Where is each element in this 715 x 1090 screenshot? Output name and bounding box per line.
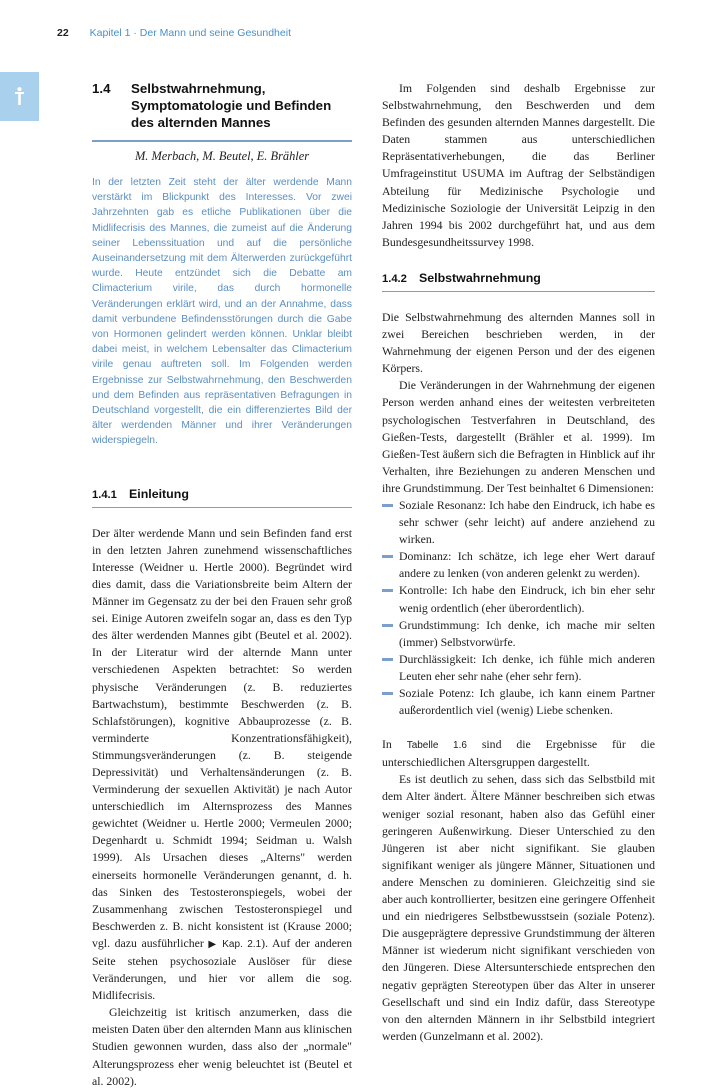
body-paragraph: Gleichzeitig ist kritisch anzumerken, dass die meisten Daten über den alternden Mann aus klinischen Studien gewonnen wurden, dass also der „normale" Alterungsprozess eher wenig beleuchtet ist (Beutel et al. 2002). [92,1005,352,1088]
person-icon [14,87,25,106]
body-paragraph: Im Folgenden sind deshalb Ergebnisse zur Selbstwahrnehmung, den Beschwerden und dem Befinden des gesunden alternden Mannes dargestellt. Die Daten stammen aus unterschiedlichen Repräsentativerhebungen, die das Berliner Umfrageinstitut USUMA im Auftrag der Selbständigen Abteilung für Medizinische Psychologie und Medizinische Soziologie der Universität Leipzig in den Jahren 1994 bis 2002 durchgeführt hat, und aus dem Bundesgesundheitssurvey 1998. [382,81,655,249]
running-header [57,27,291,39]
list-item: Dominanz: Ich schätze, ich lege eher Wert darauf andere zu lenken (von anderen gelenkt zu werden). [382,548,655,582]
page-number: 22 [57,27,69,39]
right-column [382,80,655,1045]
subsection-heading-selbstwahrnehmung [382,271,655,285]
list-item: Kontrolle: Ich habe den Eindruck, ich bin eher sehr wenig ordentlich (eher überordentlich). [382,582,655,616]
section-heading [92,80,352,131]
authors: M. Merbach, M. Beutel, E. Brähler [134,149,310,163]
subsection-number: 1.4.1 [92,488,117,501]
body-paragraph: Die Veränderungen in der Wahrnehmung der eigenen Person werden anhand eines der weitesten verbreiteten psychologischen Testverfahren in Deutschland, des Gießen-Tests, dargestellt (Brähler et al. 1999). Im Gießen-Test äußern sich die Befragten in Hinblick auf ihr Verhalten, ihre Beziehungen zu anderen Menschen und ihre Grundstimmung. Der Test beinhaltet 6 Dimensionen: [382,378,655,495]
list-item: Durchlässigkeit: Ich denke, ich fühle mich anderen Leuten eher sehr nahe (eher sehr fern). [382,651,655,685]
body-paragraph: Der älter werdende Mann und sein Befinden fand erst in den letzten Jahren zunehmend wissenschaftliches Interesse (Weidner u. Hertle 2000). Begründet wird dies damit, dass die Variationsbreite beim Altern der Männer im Gegensatz zu der bei den Frauen sehr groß sei. Einige Autoren zweifeln sogar an, dass es den Typ des älter werdenden Mannes gibt (Beutel et al. 2002). In der Literatur wird der alternde Mann unter verschiedenen Aspekten betrachtet: So werden physische Veränderungen (z. B. reduziertes Bartwachstum), bestimmte Beschwerden (z. B. Schlafstörungen), kognitive Abbauprozesse (z. B. verminderte Konzentrationsfähigkeit), Stimmungsveränderungen (z. B. steigende Depressivität) und Verhaltensänderungen (z. B. Verminderung der sexuellen Aktivität) je nach Autor unterschiedlich im Alternsprozess des Mannes gewichtet (Weidner u. Hertle 2000; Vermeulen 2000; Degenhardt u. Schmidt 1994; Seidman u. Walsh 1999). Als Ursachen dieses „Alterns" werden einerseits hormonelle Veränderungen genannt, d. h. das Sinken des Testosteronspiegels, wobei der Zusammenhang zwischen Testosteronspiegel und Beschwerden z. B. nicht konsistent ist (Krause 2000; vgl. dazu ausführlicher ▶ Kap. 2.1). Auf der anderen Seite stehen psychosoziale Auslöser für diese Veränderungen, und hier vor allem die sog. Midlifecrisis. [92,525,352,1003]
cross-reference-link[interactable]: ▶ Kap. 2.1 [208,938,262,950]
dimension-list [382,497,655,719]
section-title: Selbstwahrnehmung, Symptomatologie und Befinden des alternden Mannes [131,81,332,130]
chapter-title: Kapitel 1 · Der Mann und seine Gesundheit [89,27,291,39]
subsection-title: Selbstwahrnehmung [419,270,541,285]
list-item: Grundstimmung: Ich denke, ich mache mir selten (immer) Selbstvorwürfe. [382,617,655,651]
body-paragraph: In Tabelle 1.6 sind die Ergebnisse für die unterschiedlichen Altersgruppen dargestellt. [382,737,656,770]
abstract: In der letzten Zeit steht der älter werdende Mann verstärkt im Blickpunkt des Interesses. Vor zwei Jahrzehnten gab es etliche Publikationen über die Midlifecrisis des Mannes, die zumeist auf die Änderung seiner Lebenssituation und auf die persönliche Auseinandersetzung mit dem Älterwerden zurückgeführt wurde. Heute entzündet sich die Debatte am Climacterium virile, das durch hormonelle Veränderungen erklärt wird, und an der Annahme, dass damit verbundene Befindensstörungen durch die Gabe von Hormonen gelindert werden können. Unklar bleibt dabei meist, in welchem Lebensalter das Climacterium virile genau auftreten soll. Im Folgenden werden Ergebnisse zur Selbstwahrnehmung, den Beschwerden und dem Befinden aus repräsentativen Befragungen in Deutschland vorgestellt, die ein differenziertes Bild der älter werdenden Männer und ihrer Veränderungen widerspiegeln. [92,177,352,447]
list-item: Soziale Resonanz: Ich habe den Eindruck, ich habe es sehr schwer (sehr leicht) auf andere anziehend zu wirken. [382,497,655,548]
section-number: 1.4 [92,81,111,96]
body-paragraph: Es ist deutlich zu sehen, dass sich das Selbstbild mit dem Alter ändert. Ältere Männer beschreiben sich etwas weniger sozial resonant, haben also das Gefühl einer geringeren Außenwirkung. Dieser Unterschied zu den Jüngeren ist aber nicht signifikant. Sie glauben signifikant weniger als jüngere Männer, Situationen und andere Menschen zu dominieren. Gleichzeitig sind sie aber auch kontrollierter, besitzen eine geringere Offenheit und ein niedrigeres Selbstbewusstsein (soziale Potenz). Die ausgeprägtere depressive Grundstimmung der älteren Männer ist wiederum nicht signifikant verschieden von den Jüngeren. Diese Altersunterschiede entsprechen den negativ geprägten Stereotypen über das Alter in unserer Gesellschaft und sind ein Indiz dafür, dass Stereotype von den alternden Männern in ihr Selbstbild integriert werden (Gunzelmann et al. 2002). [382,772,655,1043]
body-paragraph: Die Selbstwahrnehmung des alternden Mannes soll in zwei Bereichen beschrieben werden, in der Wahrnehmung der eigenen Person und der des eigenen Körpers. [382,309,655,376]
subsection-title: Einleitung [129,486,189,501]
table-reference-link[interactable]: Tabelle 1.6 [406,740,467,752]
left-column [92,80,352,1090]
subsection-heading-einleitung [92,487,352,501]
list-item: Soziale Potenz: Ich glaube, ich kann einem Partner außerordentlich viel (wenig) Liebe schenken. [382,685,655,719]
subsection-number: 1.4.2 [382,272,407,285]
chapter-side-tab [0,72,39,121]
section-rule [92,140,352,142]
